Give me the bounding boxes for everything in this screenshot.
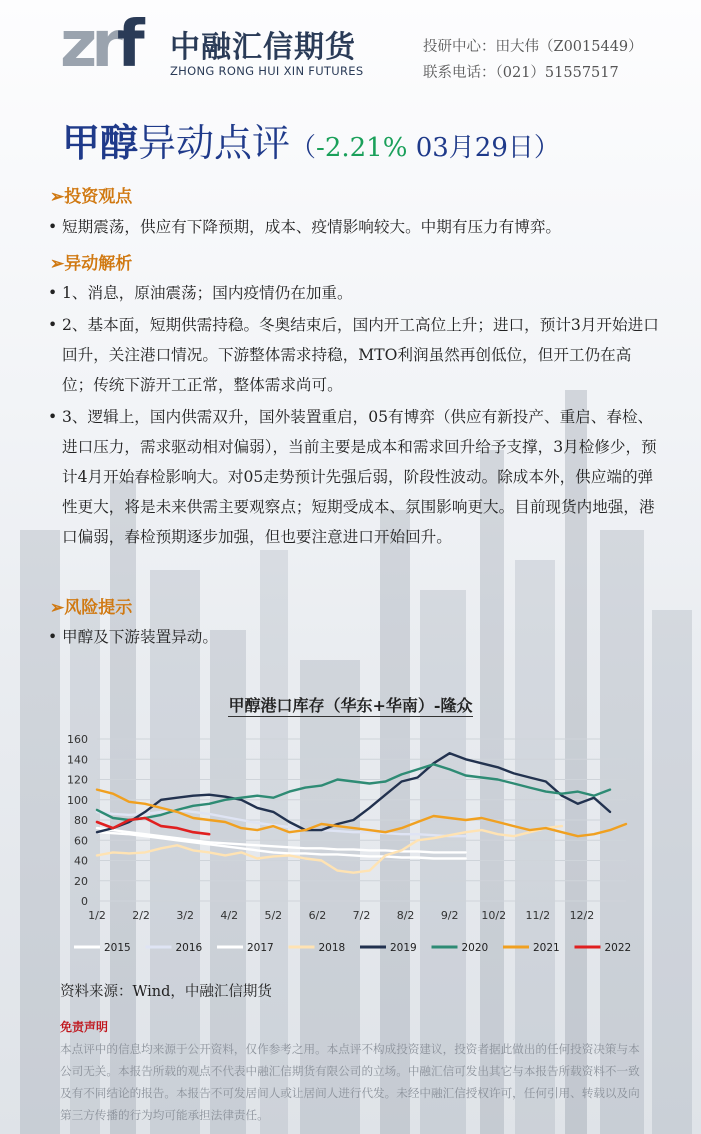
phone-contact: 联系电话：（021）51557517 bbox=[423, 65, 619, 81]
x-tick-label: 12/2 bbox=[569, 909, 595, 922]
disclaimer-text: 本点评中的信息均来源于公开资料，仅作参考之用。本点评不构成投资建议，投资者据此做出的任何投资决策与本公司无关。本报告所载的观点不代表中融汇信期货有限公司的立场。中融汇信可发出其它与本报告所载资料不一致及有不同结论的报告。本报告不可发居间人或让居间人进行代发。未经中融汇信授权许可，任何引用、转载以及向第三方传播的行为均可能承担法律责任。 bbox=[60, 1042, 640, 1122]
y-tick-label: 20 bbox=[74, 874, 88, 888]
x-tick-label: 9/2 bbox=[440, 909, 459, 922]
bullet-dot: • bbox=[48, 218, 58, 236]
list-item: • 短期震荡，供应有下降预期，成本、疫情影响较大。中期有压力有博弈。 bbox=[48, 212, 668, 242]
page-title bbox=[62, 112, 560, 167]
title-main: 异动点评 bbox=[138, 121, 291, 165]
list-item: • 3、逻辑上，国内供需双升，国外装置重启，05有博弈（供应有新投产、重启、春检、进口压力，需求驱动相对偏弱），当前主要是成本和需求回升给予支撑，3月检修少，预计4月开始春检影响大。对05走势预计先强后弱，阶段性波动。除成本外，供应端的弹性更大，将是未来供需主要观察点；短期受成本、氛围影响更大。目前现货内地强，港口偏弱，春检预期逐步加强，但也要注意进口开始回升。 bbox=[48, 402, 662, 552]
chart-title: 甲醇港口库存（华东+华南）-隆众 bbox=[228, 696, 473, 715]
x-tick-label: 7/2 bbox=[352, 909, 371, 922]
y-tick-label: 60 bbox=[74, 834, 88, 848]
x-tick-label: 11/2 bbox=[525, 909, 551, 922]
y-tick-label: 140 bbox=[67, 753, 88, 767]
y-tick-label: 40 bbox=[74, 854, 88, 868]
x-tick-label: 10/2 bbox=[481, 909, 507, 922]
y-tick-label: 0 bbox=[81, 895, 88, 908]
y-tick-label: 80 bbox=[74, 814, 88, 827]
legend-label-2020: 2020 bbox=[461, 942, 489, 954]
contact-info bbox=[423, 34, 643, 86]
logo-english-name: ZHONG RONG HUI XIN FUTURES bbox=[170, 64, 364, 78]
list-item: • 1、消息，原油震荡；国内疫情仍在加重。 bbox=[48, 278, 668, 308]
bullet-dot: • bbox=[48, 316, 58, 334]
legend-label-2018: 2018 bbox=[318, 942, 346, 954]
research-contact: 投研中心：田大伟（Z0015449） bbox=[423, 39, 643, 55]
legend-label-2015: 2015 bbox=[104, 942, 131, 954]
x-tick-label: 3/2 bbox=[176, 909, 195, 922]
price-change: -2.21% bbox=[316, 133, 408, 163]
list-item: • 甲醇及下游装置异动。 bbox=[48, 622, 668, 652]
company-logo bbox=[60, 10, 380, 82]
x-tick-label: 4/2 bbox=[220, 909, 239, 922]
y-tick-label: 160 bbox=[67, 733, 88, 746]
x-tick-label: 1/2 bbox=[88, 909, 106, 922]
data-source: 资料来源：Wind，中融汇信期货 bbox=[60, 984, 272, 1000]
x-tick-label: 5/2 bbox=[264, 909, 283, 922]
disclaimer-heading: 免责声明 bbox=[60, 1020, 109, 1034]
logo-chinese-name: 中融汇信期货 bbox=[170, 30, 356, 65]
bullet-dot: • bbox=[48, 284, 58, 302]
title-date: 03月29日） bbox=[407, 133, 560, 163]
logo-mark: zrf bbox=[60, 8, 139, 82]
legend-label-2021: 2021 bbox=[533, 942, 560, 954]
legend-label-2019: 2019 bbox=[390, 942, 417, 954]
section-heading-analysis: ➢异动解析 bbox=[50, 254, 133, 274]
title-product: 甲醇 bbox=[62, 120, 139, 165]
bullet-dot: • bbox=[48, 408, 58, 426]
inventory-line-chart bbox=[0, 720, 701, 970]
x-tick-label: 2/2 bbox=[132, 909, 150, 922]
list-item: • 2、基本面，短期供需持稳。冬奥结束后，国内开工高位上升；进口，预计3月开始进口回升，关注港口情况。下游整体需求持稳，MTO利润虽然再创低位，但开工仍在高位；传统下游开工正常，整体需求尚可。 bbox=[48, 310, 662, 400]
y-tick-label: 120 bbox=[67, 773, 88, 787]
legend-label-2022: 2022 bbox=[604, 942, 632, 954]
bullet-dot: • bbox=[48, 628, 58, 646]
legend-label-2017: 2017 bbox=[247, 942, 274, 954]
section-heading-risk: ➢风险提示 bbox=[50, 598, 133, 618]
title-paren: （ bbox=[290, 133, 317, 163]
section-heading-view: ➢投资观点 bbox=[50, 187, 133, 207]
legend-label-2016: 2016 bbox=[175, 942, 203, 954]
x-tick-label: 6/2 bbox=[308, 909, 327, 922]
y-tick-label: 100 bbox=[67, 793, 88, 807]
x-tick-label: 8/2 bbox=[396, 909, 415, 922]
